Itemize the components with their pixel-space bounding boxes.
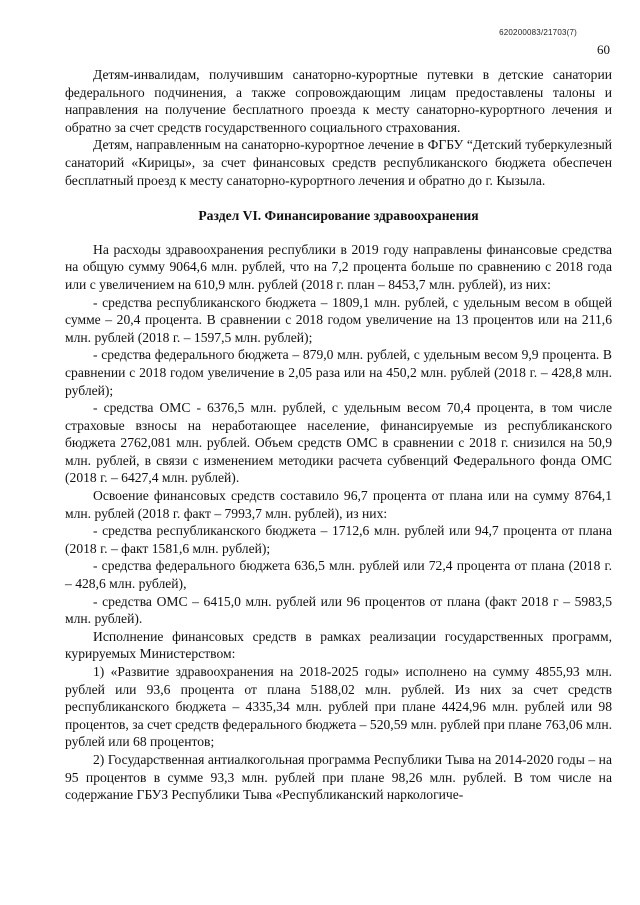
- list-item: - средства федерального бюджета 636,5 млн. рублей или 72,4 процента от плана (2018 г. – 428,6 млн. рублей),: [65, 558, 612, 592]
- list-item: - средства республиканского бюджета – 1712,6 млн. рублей или 94,7 процента от плана (2018 г. – факт 1581,6 млн. рублей);: [65, 523, 612, 556]
- paragraph: Детям, направленным на санаторно-курортное лечение в ФГБУ “Детский туберкулезный санаторий «Кирицы», за счет финансовых средств республиканского бюджета обеспечен бесплатный проезд к месту санаторно-курортного лечения и обратно до г. Кызыла.: [65, 137, 612, 188]
- paragraph: Освоение финансовых средств составило 96,7 процента от плана или на сумму 8764,1 млн. рублей (2018 г. факт – 7993,7 млн. рублей), из них:: [65, 488, 612, 521]
- list-item: - средства республиканского бюджета – 1809,1 млн. рублей, с удельным весом в общей сумме – 20,4 процента. В сравнении с 2018 годом увеличение на 13 процентов или на 211,6 млн. рублей (2018 г. – 1597,5 млн. рублей);: [65, 294, 612, 345]
- paragraph: На расходы здравоохранения республики в 2019 году направлены финансовые средства на общую сумму 9064,6 млн. рублей, что на 7,2 процента больше по сравнению с 2018 года или с увеличением на 610,9 млн. рублей (2018 г. план – 8453,7 млн. рублей), из них:: [65, 241, 612, 292]
- numbered-item: 2) Государственная антиалкогольная программа Республики Тыва на 2014-2020 годы – на 95 процентов в сумме 93,3 млн. рублей при плане 98,26 млн. рублей. В том числе на содержание ГБУЗ Республики Тыва «Республиканский наркологиче-: [65, 751, 612, 803]
- list-item: - средства ОМС - 6376,5 млн. рублей, с удельным весом 70,4 процента, в том числе страховые взносы на неработающее население, финансируемые из республиканского бюджета 2762,081 млн. рублей. Объем средств ОМС в сравнении с 2018 г. снизился на 50,9 млн. рублей, в связи с изменением методики расчета субвенций Федерального фонда ОМС (2018 г. – 6427,4 млн. рублей).: [65, 400, 612, 486]
- list-item: - средства ОМС – 6415,0 млн. рублей или 96 процентов от плана (факт 2018 г – 5983,5 млн. рублей).: [65, 593, 612, 627]
- list-item: - средства федерального бюджета – 879,0 млн. рублей, с удельным весом 9,9 процента. В сравнении с 2018 годом увеличение в 2,05 раза или на 450,2 млн. рублей (2018 г. – 428,8 млн. рублей);: [65, 347, 612, 398]
- document-body: [65, 66, 612, 804]
- document-code: 620200083/21703(7): [499, 28, 577, 37]
- paragraph: Детям-инвалидам, получившим санаторно-курортные путевки в детские санатории федерального подчинения, а также сопровождающим лицам предоставлены талоны и направления на получение бесплатного проезда к месту санаторно-курортного лечения и обратно за счет средств государственного социального страхования.: [65, 67, 612, 135]
- paragraph: Исполнение финансовых средств в рамках реализации государственных программ, курируемых Министерством:: [65, 628, 612, 662]
- section-heading: Раздел VI. Финансирование здравоохранения: [198, 208, 479, 224]
- numbered-item: 1) «Развитие здравоохранения на 2018-2025 годы» исполнено на сумму 4855,93 млн. рублей или 93,6 процента от плана 5188,02 млн. рублей. Из них за счет средств республиканского бюджета – 4335,34 млн. рублей при плане 4424,96 млн. рублей или 98 процентов, за счет средств федерального бюджета – 520,59 млн. рублей при плане 763,06 млн. рублей или 68 процентов;: [65, 664, 612, 750]
- page-number: 60: [597, 42, 610, 57]
